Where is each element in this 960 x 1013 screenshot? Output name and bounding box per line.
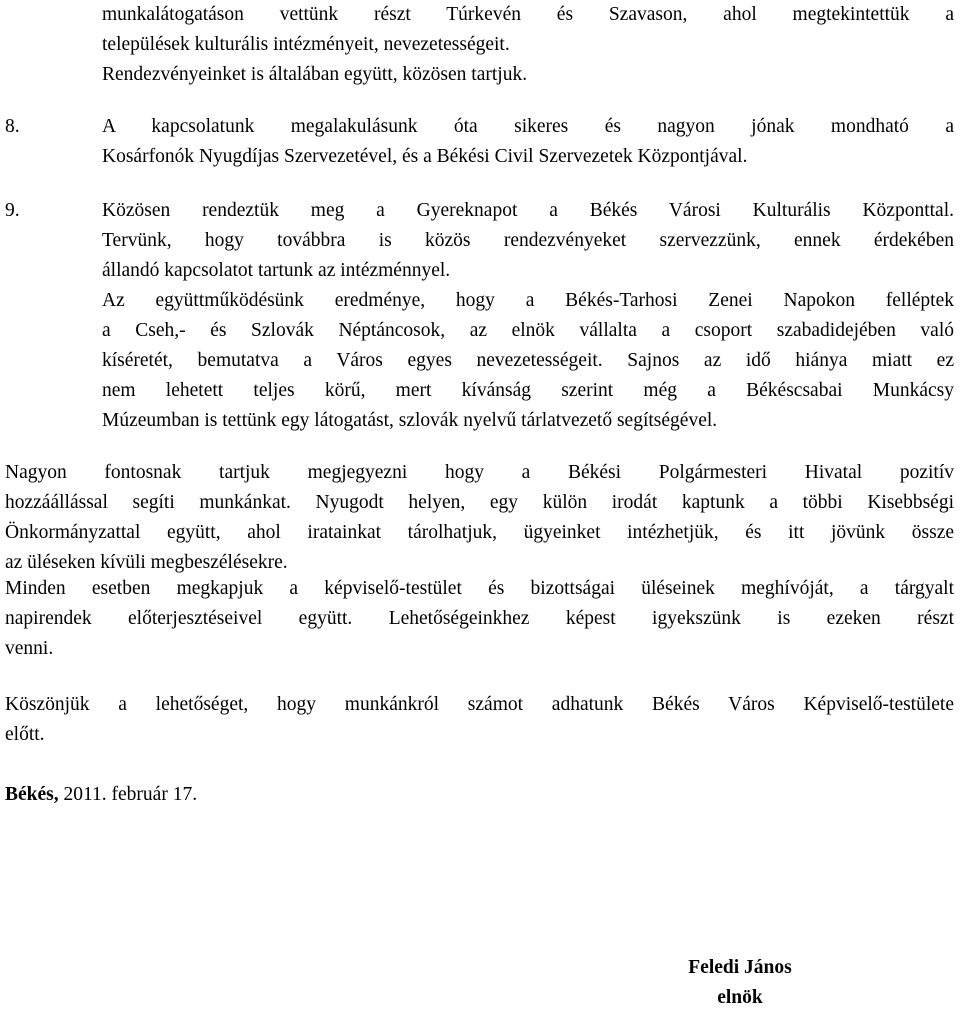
text-line: Minden esetben megkapjuk a képviselő-testület és bizottságai üléseinek meghívóját, a tárgyalt: [5, 578, 954, 599]
text-line: Önkormányzattal együtt, ahol iratainkat tárolhatjuk, ügyeinket intézhetjük, és itt jövünk össze: [5, 522, 954, 543]
text-line: előtt.: [5, 724, 45, 745]
signer-title: elnök: [717, 987, 763, 1008]
item-number: 9.: [5, 200, 20, 221]
text-line: Rendezvényeinket is általában együtt, közösen tartjuk.: [102, 64, 528, 85]
text-line: Közösen rendeztük meg a Gyereknapot a Békés Városi Kulturális Központtal.: [102, 200, 954, 221]
text-line: napirendek előterjesztéseivel együtt. Lehetőségeinkhez képest igyekszünk is ezeken részt: [5, 608, 954, 629]
item-8-paragraph: [102, 112, 954, 172]
text-line: Múzeumban is tettünk egy látogatást, szlovák nyelvű tárlatvezető segítségével.: [102, 410, 718, 431]
paragraph-meghivo: [5, 574, 954, 664]
item-number: 8.: [5, 116, 20, 137]
text-line: A kapcsolatunk megalakulásunk óta sikeres és nagyon jónak mondható a: [102, 116, 954, 137]
item-9-paragraph: [102, 196, 954, 436]
text-line: települések kulturális intézményeit, nevezetességeit.: [102, 34, 510, 55]
text-line: állandó kapcsolatot tartunk az intézménnyel.: [102, 260, 451, 281]
date-text: 2011. február 17.: [58, 784, 198, 805]
text-line: Kosárfonók Nyugdíjas Szervezetével, és a Békési Civil Szervezetek Központjával.: [102, 146, 748, 167]
text-line: az üléseken kívüli megbeszélésekre.: [5, 552, 288, 573]
text-line: a Cseh,- és Szlovák Néptáncosok, az elnök vállalta a csoport szabadidejében való: [102, 320, 954, 341]
signature-block: [640, 953, 840, 1013]
text-line: Az együttműködésünk eredménye, hogy a Békés-Tarhosi Zenei Napokon felléptek: [102, 290, 954, 311]
text-line: venni.: [5, 638, 54, 659]
date-line: [5, 780, 954, 810]
text-line: hozzáállással segíti munkánkat. Nyugodt helyen, egy külön irodát kaptunk a többi Kisebbségi: [5, 492, 954, 513]
text-line: Tervünk, hogy továbbra is közös rendezvényeket szervezzünk, ennek érdekében: [102, 230, 954, 251]
top-paragraph: [102, 0, 954, 90]
text-line: munkalátogatáson vettünk részt Túrkevén és Szavason, ahol megtekintettük a: [102, 4, 954, 25]
text-line: kíséretét, bemutatva a Város egyes nevezetességeit. Sajnos az idő hiánya miatt ez: [102, 350, 954, 371]
text-line: Nagyon fontosnak tartjuk megjegyezni hogy a Békési Polgármesteri Hivatal pozitív: [5, 462, 954, 483]
paragraph-polgarmesteri: [5, 458, 954, 578]
signer-name: Feledi János: [688, 957, 792, 978]
text-line: Köszönjük a lehetőséget, hogy munkánkról számot adhatunk Békés Város Képviselő-testülete: [5, 694, 954, 715]
place-name: Békés,: [5, 784, 59, 805]
paragraph-koszonjuk: [5, 690, 954, 750]
text-line: nem lehetett teljes körű, mert kívánság szerint még a Békéscsabai Munkácsy: [102, 380, 954, 401]
